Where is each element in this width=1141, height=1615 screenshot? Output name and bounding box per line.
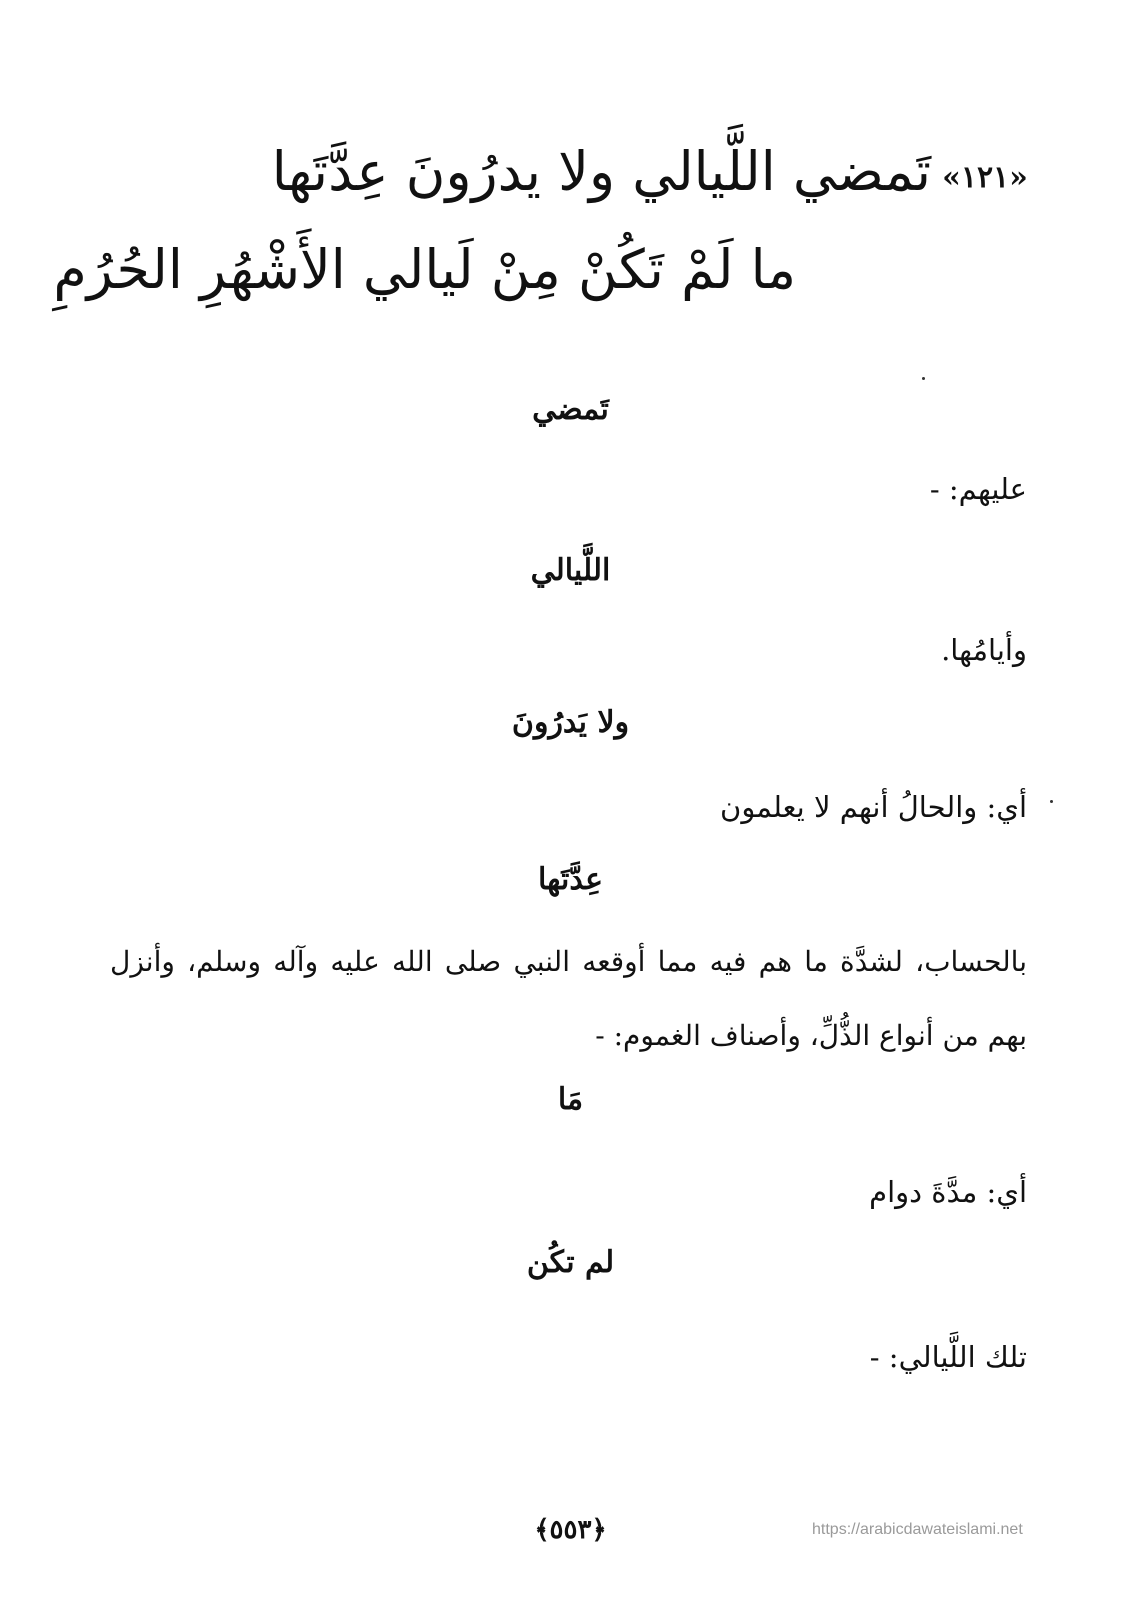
comment-text: أي: والحالُ أنهم لا يعلمون	[720, 790, 1027, 824]
verse-line-1: تَمضي اللَّيالي ولا يدرُونَ عِدَّتَها	[271, 140, 931, 203]
lemma-tamdi: تَمضي	[532, 392, 609, 427]
verse-number: «١٢١»	[942, 160, 1028, 195]
comment-text: وأيامُها.	[941, 633, 1027, 667]
ink-speck	[1050, 800, 1053, 803]
watermark-url: https://arabicdawateislami.net	[812, 1521, 1023, 1538]
lemma-ma: مَا	[557, 1082, 584, 1117]
lemma-lam-takun: لم تكُن	[526, 1245, 615, 1280]
comment-text: أي: مدَّةَ دوام	[869, 1175, 1027, 1209]
comment-text: عليهم: -	[929, 472, 1027, 506]
page-number: ﴿٥٥٣﴾	[534, 1515, 607, 1545]
lemma-wala-yadrun: ولا يَدرُونَ	[511, 705, 630, 740]
lemma-iddataha: عِدَّتَها	[538, 862, 603, 897]
ink-speck	[922, 377, 925, 380]
comment-paragraph: بالحساب، لشدَّة ما هم فيه مما أوقعه النبي صلى الله عليه وآله وسلم، وأنزل بهم من أنواع الذُّلِّ، وأصناف الغموم: -	[110, 945, 1027, 1052]
verse-line-2: ما لَمْ تَكُنْ مِنْ لَيالي الأَشْهُرِ الحُرُمِ	[53, 238, 796, 301]
comment-text: تلك اللَّيالي: -	[869, 1340, 1027, 1374]
lemma-allayali: اللَّيالي	[530, 553, 611, 588]
